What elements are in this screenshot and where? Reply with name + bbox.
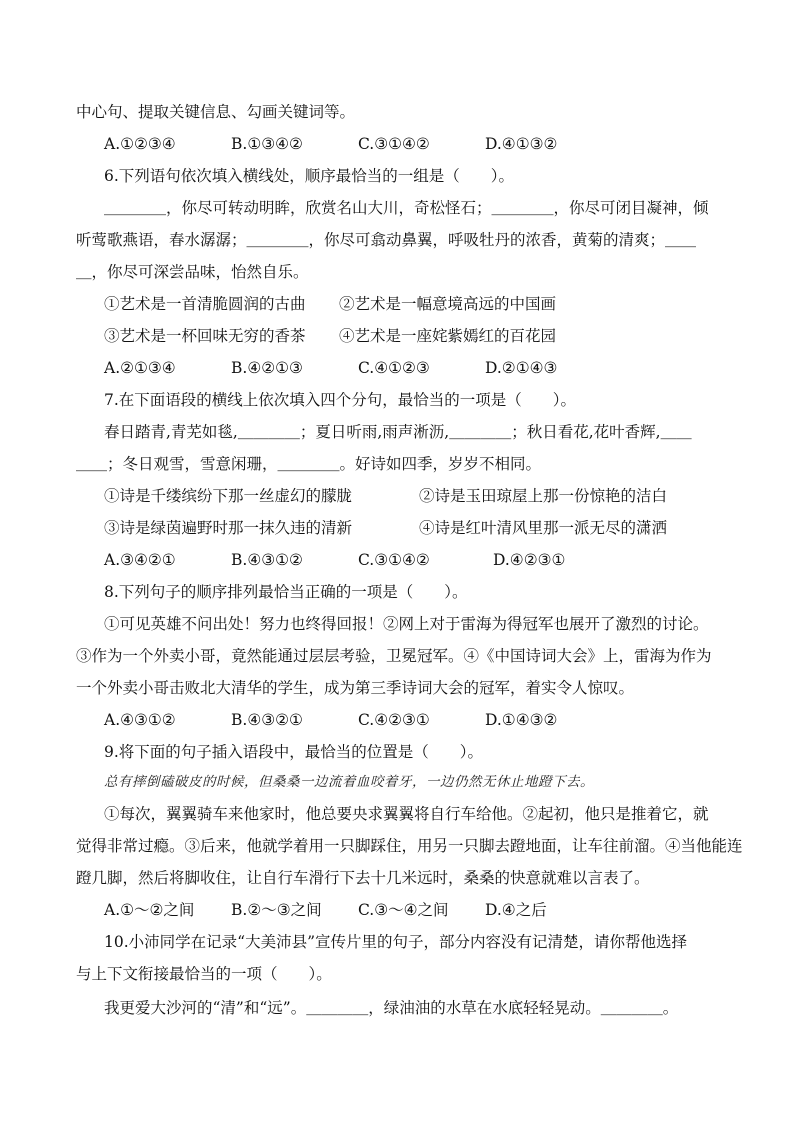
- option-b[interactable]: B.②～③之间: [231, 901, 322, 919]
- q7-text-line: 春日踏青,青芜如毯,＿＿＿＿；夏日听雨,雨声淅沥,＿＿＿＿；秋日看花,花叶香辉,＿＿: [104, 423, 692, 441]
- item: ④艺术是一座姹紫嫣红的百花园: [339, 327, 557, 345]
- option-b[interactable]: B.④②①③: [231, 359, 303, 377]
- option-b[interactable]: B.④③①②: [231, 551, 303, 569]
- option-c[interactable]: C.④②③①: [358, 711, 430, 729]
- option-a[interactable]: A.②①③④: [104, 359, 176, 377]
- item: ②诗是玉田琼屋上那一份惊艳的洁白: [419, 487, 668, 505]
- q5-options: [104, 132, 744, 156]
- option-a[interactable]: A.④③①②: [104, 711, 176, 729]
- q9-text-line: 觉得非常过瘾。③后来，他就学着用一只脚踩住，用另一只脚去蹬地面，让车往前溜。④当他能连: [76, 837, 743, 855]
- q10-stem: 10.小沛同学在记录“大美沛县”宣传片里的句子，部分内容没有记清楚，请你帮他选择: [104, 933, 688, 951]
- item: ③艺术是一杯回味无穷的香茶: [104, 327, 306, 345]
- q7-text-line: ＿＿；冬日观雪，雪意闲珊，＿＿＿＿。好诗如四季，岁岁不相同。: [76, 455, 542, 473]
- q8-text-line: ①可见英雄不问出处！努力也终得回报！②网上对于雷海为得冠军也展开了激烈的讨论。: [104, 615, 709, 633]
- q9-stem: 9.将下面的句子插入语段中，最恰当的位置是（ ）。: [104, 743, 484, 761]
- option-d[interactable]: D.④之后: [485, 901, 547, 919]
- option-d[interactable]: D.②①④③: [485, 359, 558, 377]
- q6-options: [104, 356, 744, 380]
- q6-stem: 6.下列语句依次填入横线处，顺序最恰当的一组是（ ）。: [104, 167, 515, 185]
- option-a[interactable]: A.①～②之间: [104, 901, 195, 919]
- option-d[interactable]: D.④②③①: [493, 551, 566, 569]
- item: ②艺术是一幅意境高远的中国画: [339, 295, 557, 313]
- q6-text-line: 听莺歌燕语，春水潺潺；＿＿＿＿，你尽可翕动鼻翼，呼吸牡丹的浓香，黄菊的清爽；＿＿: [76, 231, 697, 249]
- option-d[interactable]: D.①④③②: [485, 711, 558, 729]
- q6-items: [104, 292, 744, 316]
- q7-options: [104, 548, 744, 572]
- option-b[interactable]: B.④③②①: [231, 711, 303, 729]
- q8-stem: 8.下列句子的顺序排列最恰当正确的一项是（ ）。: [104, 583, 468, 601]
- q6-items: [104, 324, 744, 348]
- option-a[interactable]: A.①②③④: [104, 135, 176, 153]
- option-c[interactable]: C.③①④②: [358, 135, 430, 153]
- q10-text-line: 我更爱大沙河的“清”和“远”。＿＿＿＿，绿油油的水草在水底轻轻晃动。＿＿＿＿。: [104, 999, 679, 1017]
- q10-stem: 与上下文衔接最恰当的一项（ ）。: [76, 965, 332, 983]
- q8-options: [104, 708, 744, 732]
- option-a[interactable]: A.③④②①: [104, 551, 176, 569]
- q6-text-line: ＿＿＿＿，你尽可转动明眸，欣赏名山大川，奇松怪石；＿＿＿＿，你尽可闭目凝神，倾: [104, 199, 709, 217]
- item: ①艺术是一首清脆圆润的古曲: [104, 295, 306, 313]
- q7-items: [104, 516, 744, 540]
- option-c[interactable]: C.③①④②: [358, 551, 430, 569]
- option-c[interactable]: C.③～④之间: [358, 901, 449, 919]
- item: ①诗是千缕缤纷下那一丝虚幻的朦胧: [104, 487, 353, 505]
- q9-text-line: 蹬几脚，然后将脚收住，让自行车滑行下去十几米远时，桑桑的快意就难以言表了。: [76, 869, 650, 887]
- q8-text-line: 一个外卖小哥击败北大清华的学生，成为第三季诗词大会的冠军，着实令人惊叹。: [76, 679, 635, 697]
- item: ④诗是红叶清风里那一派无尽的潇洒: [419, 519, 668, 537]
- q8-text-line: ③作为一个外卖小哥，竟然能通过层层考验，卫冕冠军。④《中国诗词大会》上，雷海为作为: [76, 647, 712, 665]
- q7-items: [104, 484, 744, 508]
- option-d[interactable]: D.④①③②: [485, 135, 558, 153]
- q9-inserted-sentence: 总有摔倒磕破皮的时候，但桑桑一边流着血咬着牙，一边仍然无休止地蹬下去。: [104, 774, 594, 790]
- item: ③诗是绿茵遍野时那一抹久违的清新: [104, 519, 353, 537]
- q6-text-line: ＿，你尽可深尝品味，怡然自乐。: [76, 263, 309, 281]
- q9-text-line: ①每次，翼翼骑车来他家时，他总要央求翼翼将自行车给他。②起初，他只是推着它，就: [104, 805, 709, 823]
- option-b[interactable]: B.①③④②: [231, 135, 303, 153]
- option-c[interactable]: C.④①②③: [358, 359, 430, 377]
- q9-options: [104, 898, 744, 922]
- q7-stem: 7.在下面语段的横线上依次填入四个分句，最恰当的一项是（ ）。: [104, 391, 577, 409]
- intro-line: 中心句、提取关键信息、勾画关键词等。: [76, 103, 356, 121]
